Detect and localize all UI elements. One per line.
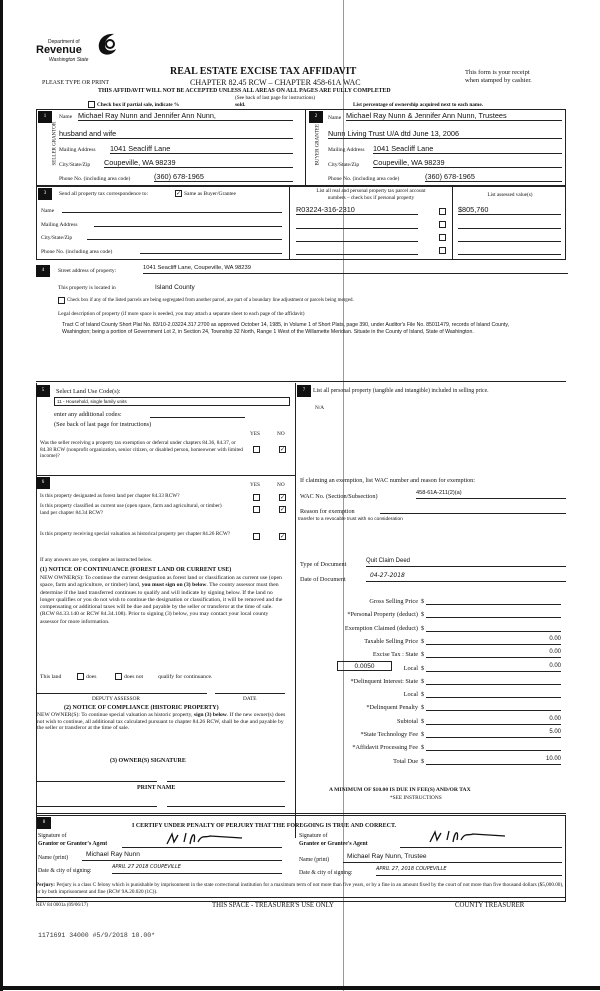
fee-value-field[interactable] — [426, 676, 561, 685]
grantee-date-field[interactable]: APRIL 27, 2018 COUPEVILLE — [376, 866, 562, 876]
fee-label: *State Technology Fee — [360, 731, 418, 738]
label: City/State/Zip — [41, 235, 73, 241]
grantee-name-field[interactable]: Michael Ray Nunn, Trustee — [343, 853, 562, 863]
correspondence-name-field[interactable] — [62, 205, 282, 213]
section-number: 4 — [36, 265, 50, 277]
does-not-checkbox[interactable] — [115, 673, 122, 680]
seller-city-field[interactable]: Coupeville, WA 98239 — [104, 158, 293, 168]
dollar-sign: $ — [421, 664, 425, 672]
text: Perjury: — [36, 882, 56, 888]
property-street-field[interactable]: 1041 Seacliff Lane, Coupeville, WA 98239 — [143, 265, 568, 274]
personal-property-checkbox[interactable] — [439, 221, 446, 228]
does-checkbox[interactable] — [77, 673, 84, 680]
chapter-text: CHAPTER 82.45 RCW – CHAPTER 458-61A WAC — [190, 78, 361, 87]
current-use-question: Is this property classified as current use (open space, farm and agricultural, or timber) land per chapter 84.34 RCW? — [40, 503, 222, 516]
logo-text: Revenue — [36, 44, 82, 56]
label: Mailing Address — [59, 147, 96, 153]
label: Phone No. (including area code) — [328, 176, 400, 182]
logo-text: Department of — [48, 39, 80, 45]
receipt-note: This form is your receipt — [465, 69, 530, 76]
document-date-field[interactable]: 04-27-2018 — [366, 572, 566, 582]
label: This property is located in — [58, 285, 116, 291]
parcel-number-field[interactable] — [296, 219, 418, 229]
dollar-sign: $ — [421, 677, 425, 685]
text: Perjury is a class C felony which is punishable by imprisonment in the state correctional institution for a maximum term of not more than five years, or by a fine in an amount fixed by the court of not more than five thousand dollars ($5,000.00), or by both imprisonment and fine (RCW 9A.20.020 (1C)). — [36, 882, 564, 895]
seller-name-line2[interactable]: husband and wife — [59, 129, 293, 139]
dollar-sign: $ — [421, 651, 425, 659]
label: City/State/Zip — [328, 162, 360, 168]
grantor-name-field[interactable]: Michael Ray Nunn — [82, 851, 282, 861]
dollar-sign: $ — [421, 757, 425, 765]
parcel-header: numbers – check box if personal property — [327, 195, 415, 201]
label: Select Land Use Code(s): — [56, 388, 121, 395]
section-number: 3 — [38, 188, 52, 200]
wac-number-field[interactable]: 458-61A-211(2)(a) — [416, 490, 566, 499]
print-name-line[interactable] — [167, 806, 285, 807]
fee-value-field[interactable] — [426, 623, 561, 632]
label: DATE — [243, 696, 257, 702]
no-header: NO — [277, 482, 285, 488]
fee-value-field[interactable]: 10.00 — [426, 756, 561, 765]
section-number: 6 — [36, 477, 50, 489]
additional-codes-field[interactable] — [150, 410, 245, 418]
label: Grantor or Grantor's Agent — [38, 841, 108, 847]
text: . If the new owner(s) does not wish to continue, all additional tax calculated pursuant to chapter 84.26 RCW, shall be due and payable by the seller or transferor at the time of sale. — [37, 712, 286, 731]
perjury-notice — [36, 882, 566, 896]
reason-field[interactable]: transfer to a revocable trust with no consideration — [298, 517, 403, 522]
fee-value-field[interactable] — [426, 742, 561, 751]
label: Date of Document — [300, 576, 346, 583]
dollar-sign: $ — [421, 704, 425, 712]
compliance-title: (2) NOTICE OF COMPLIANCE (HISTORIC PROPERTY) — [64, 705, 219, 711]
exemption-question: Was the seller receiving a property tax exemption or deferral under chapters 84.36, 84.37, or 84.38 RCW (nonprofit organization, senior citizen, or disabled person, homeowner with limited income)? — [40, 440, 243, 460]
label: does not — [124, 674, 144, 680]
please-type: PLEASE TYPE OR PRINT — [42, 80, 110, 86]
label: WAC No. (Section/Subsection) — [300, 493, 378, 500]
label: Same as Buyer/Grantee — [184, 191, 236, 197]
personal-property-label: List all personal property (tangible and intangible) included in selling price. — [313, 388, 489, 394]
same-as-buyer-checkbox[interactable]: ✓ — [176, 190, 182, 197]
owner-signature-line[interactable] — [37, 781, 157, 782]
instruction: If any answers are yes, complete as instructed below. — [40, 557, 153, 563]
section-number: 2 — [309, 111, 323, 123]
divider — [36, 897, 566, 898]
label: Check box if any of the listed parcels are being segregated from another parcel, are part of a boundary line adjustment or parcels being merged. — [67, 298, 354, 303]
label: Send all property tax correspondence to: — [59, 191, 149, 197]
label: (See back of last page for instructions) — [54, 421, 152, 428]
date-line[interactable] — [215, 693, 285, 694]
dollar-sign: $ — [421, 744, 425, 752]
section-number: 7 — [297, 385, 311, 397]
fee-label: Taxable Selling Price — [364, 637, 418, 645]
signature-icon — [425, 828, 515, 844]
buyer-city-field[interactable]: Coupeville, WA 98239 — [373, 158, 562, 168]
assessed-header: List assessed value(s) — [487, 192, 533, 198]
grantee-signature-field[interactable] — [400, 838, 562, 848]
label: Phone No. (including area code) — [59, 176, 131, 182]
label: Name (print) — [299, 857, 330, 863]
yes-header: YES — [250, 482, 261, 488]
parcel-number-field[interactable] — [296, 232, 418, 242]
yes-checkbox[interactable] — [253, 506, 260, 513]
county-value: Island County — [155, 284, 195, 291]
personal-property-value: N/A — [315, 405, 325, 411]
label: Mailing Address — [41, 222, 78, 228]
dollar-sign: $ — [421, 731, 425, 738]
label: Street address of property: — [58, 268, 117, 274]
partial-sale-checkbox[interactable] — [88, 101, 95, 108]
see-back-text: (See back of last page for instructions) — [235, 95, 316, 101]
personal-property-checkbox[interactable] — [439, 208, 446, 215]
seller-phone-field[interactable]: (360) 678-1965 — [154, 172, 293, 182]
label: This land — [40, 674, 62, 680]
label: Name — [328, 115, 342, 121]
warning-text: THIS AFFIDAVIT WILL NOT BE ACCEPTED UNLESS ALL AREAS ON ALL PAGES ARE FULLY COMPLETED — [98, 88, 391, 94]
divider — [289, 186, 290, 260]
text: NEW OWNER(S): To continue special valuation as historic property, — [37, 712, 193, 718]
parcel-header: List all real and personal property tax parcel account — [316, 188, 426, 194]
exemption-instruction: If claiming an exemption, list WAC number and reason for exemption: — [300, 477, 475, 484]
fee-label: *Delinquent Interest: State — [350, 677, 418, 685]
no-checkbox[interactable]: ✓ — [280, 533, 286, 540]
label: enter any additional codes: — [54, 411, 122, 418]
fee-value-field[interactable] — [426, 609, 561, 618]
buyer-phone-field[interactable]: (360) 678-1965 — [425, 172, 562, 182]
buyer-name-line2[interactable]: Nunn Living Trust U/A dtd June 13, 2006 — [328, 129, 562, 139]
seller-name-field[interactable]: Michael Ray Nunn and Jennifer Ann Nunn, — [78, 111, 293, 121]
assessed-value-field[interactable] — [458, 232, 561, 242]
owner-signature-line[interactable] — [167, 781, 285, 782]
label: Reason for exemption — [300, 508, 355, 515]
label: does — [86, 674, 97, 680]
left-edge — [0, 0, 3, 991]
no-checkbox[interactable]: ✓ — [280, 446, 286, 453]
print-name-line[interactable] — [37, 806, 157, 807]
label: Name — [59, 114, 73, 120]
label: Name — [41, 208, 55, 214]
parcel-number-field[interactable] — [296, 245, 418, 255]
historic-question: Is this property receiving special valuation as historical property per chapter 84.26 RCW? — [40, 531, 231, 537]
owner-signature-label: (3) OWNER(S) SIGNATURE — [110, 758, 186, 764]
parcel-number-field[interactable]: R03224-316-2310 — [296, 205, 418, 215]
section-number: 8 — [37, 817, 51, 829]
fee-label: *Personal Property (deduct) — [347, 611, 418, 619]
reason-line[interactable] — [380, 506, 566, 514]
label: Date & city of signing: — [38, 868, 92, 874]
label: Legal description of property (if more space is needed, you may attach a separate sheet to each page of the affidavit) — [58, 311, 305, 317]
yes-checkbox[interactable] — [253, 533, 260, 540]
personal-property-checkbox[interactable] — [439, 247, 446, 254]
fee-label: Local — [403, 691, 418, 699]
correspondence-city-field[interactable] — [87, 232, 282, 240]
divider — [305, 109, 306, 186]
treasurer-space-label: THIS SPACE - TREASURER'S USE ONLY — [212, 902, 334, 909]
dollar-sign: $ — [421, 611, 425, 619]
fee-value-field[interactable] — [426, 596, 561, 605]
text: you must sign on (3) below — [141, 582, 207, 589]
continuance-text — [40, 575, 288, 626]
label: City/State/Zip — [59, 162, 91, 168]
fee-value-field[interactable] — [426, 702, 561, 711]
yes-checkbox[interactable] — [253, 494, 260, 501]
personal-property-checkbox[interactable] — [439, 234, 446, 241]
land-use-code-select[interactable]: 11 - Household, single family units — [54, 397, 290, 406]
assessed-value-field[interactable] — [458, 219, 561, 229]
deputy-signature-line[interactable] — [37, 693, 207, 694]
fee-label: Total Due — [393, 757, 418, 765]
label: Signature of — [299, 833, 328, 839]
certification-text: I CERTIFY UNDER PENALTY OF PERJURY THAT THE FOREGOING IS TRUE AND CORRECT. — [132, 823, 397, 829]
segregation-checkbox[interactable] — [58, 297, 65, 304]
no-checkbox[interactable]: ✓ — [280, 494, 286, 501]
treasurer-stamp: 1171691 34000 #5/9/2018 10.00* — [38, 932, 156, 939]
dollar-sign: $ — [421, 598, 425, 605]
document-type-field[interactable]: Quit Claim Deed — [366, 558, 566, 567]
section-number: 1 — [38, 111, 52, 123]
form-revision: REV 84 0001a (09/06/17) — [36, 903, 88, 908]
fee-value-field[interactable]: 0.00 — [426, 649, 561, 658]
fee-value-field[interactable]: 0.00 — [426, 636, 561, 645]
yes-checkbox[interactable] — [253, 446, 260, 453]
fee-label: Exemption Claimed (deduct) — [344, 624, 418, 632]
divider — [36, 475, 295, 476]
print-name-label: PRINT NAME — [137, 785, 176, 791]
yes-header: YES — [250, 431, 261, 437]
fee-value-field[interactable]: 5.00 — [426, 729, 561, 738]
minimum-notice: A MINIMUM OF $10.00 IS DUE IN FEE(S) AND/OR TAX — [329, 787, 471, 793]
continuance-title: (1) NOTICE OF CONTINUANCE (FOREST LAND OR CURRENT USE) — [40, 567, 232, 573]
buyer-mailing-address[interactable]: 1041 Seacliff Lane — [373, 144, 562, 154]
seller-side-label: SELLER GRANTOR — [52, 121, 58, 166]
label: Date & city of signing: — [299, 870, 353, 876]
dollar-sign: $ — [421, 691, 425, 699]
local-rate-field[interactable]: 0.0050 — [337, 661, 392, 671]
fee-value-field[interactable]: 0.00 — [426, 716, 561, 725]
forest-land-question: Is this property designated as forest land per chapter 84.33 RCW? — [40, 493, 180, 499]
ownership-note: List percentage of ownership acquired next to each name. — [353, 102, 484, 108]
section-number: 5 — [36, 385, 50, 397]
fee-label: Local — [403, 664, 418, 672]
correspondence-phone-field[interactable] — [140, 246, 282, 254]
see-instructions: *SEE INSTRUCTIONS — [390, 795, 442, 801]
label: DEPUTY ASSESSOR — [92, 696, 140, 702]
buyer-name-field[interactable]: Michael Ray Nunn & Jennifer Ann Nunn, Trustees — [346, 111, 562, 121]
text: . The county assessor must then determine if the land transferred continues to qualify and will indicate by signing below. If the land no longer qualifies or you do not wish to continue the designation or classification, it will be removed and the compensating or additional taxes will be due and payable by the seller or transferor at the time of sale. (RCW 84.33.140 or RCW 84.34.108). Prior to signing (3) below, you may contact your local county assessor for more information. — [40, 582, 283, 625]
no-header: NO — [277, 431, 285, 437]
receipt-note: when stamped by cashier. — [465, 77, 532, 84]
buyer-side-label: BUYER GRANTEE — [315, 123, 321, 166]
dollar-sign: $ — [421, 637, 425, 645]
text: NEW OWNER(S): To continue the current designation as forest land or classification as current use (open space, farm and agriculture, or timber) land, — [40, 575, 282, 589]
form-title: REAL ESTATE EXCISE TAX AFFIDAVIT — [170, 66, 357, 77]
sold-label: sold. — [235, 102, 246, 108]
fee-label: *Affidavit Processing Fee — [352, 744, 418, 752]
label: qualify for continuance. — [158, 674, 213, 680]
divider — [36, 813, 566, 814]
fee-label: Excise Tax : State — [372, 651, 418, 659]
legal-description: Tract C of Island County Short Plat No. 83/10-2.03224.317.2700 as approved October 14, 1985, in Volume 1 of Short Plats, page 390, under Auditor's File No. 85011479, records of Island County, Washington; being a portion of Government Lot 2, in Section 24, Township 32 North, Range 1 West of the Willamette Meridian. Situate in the County of Island, State of Washington. — [62, 322, 510, 335]
text: sign (3) below — [193, 712, 227, 718]
county-treasurer-label: COUNTY TREASURER — [455, 902, 525, 909]
label: Grantee or Grantee's Agent — [299, 841, 368, 847]
assessed-value-field[interactable] — [458, 245, 561, 255]
compliance-text — [37, 712, 289, 732]
divider — [295, 383, 296, 838]
logo-text: Washington State — [49, 57, 89, 63]
label: Type of Document — [300, 561, 347, 568]
label: Signature of — [38, 833, 67, 839]
fee-label: *Delinquent Penalty — [366, 704, 418, 712]
fee-label: Gross Selling Price — [369, 598, 418, 605]
assessed-value-field[interactable]: $805,760 — [458, 205, 561, 215]
divider — [452, 186, 453, 260]
divider — [36, 383, 37, 838]
fee-label: Subtotal — [397, 717, 418, 725]
fee-value-field[interactable]: 0.00 — [426, 663, 561, 672]
grantor-date-field[interactable]: APRIL 27 2018 COUPEVILLE — [112, 864, 282, 874]
partial-sale-label: Check box if partial sale, indicate % — [97, 102, 180, 108]
fee-value-field[interactable] — [426, 689, 561, 698]
bottom-edge — [0, 986, 600, 990]
grantor-signature-field[interactable] — [122, 838, 282, 848]
signature-icon — [162, 830, 252, 846]
divider — [36, 381, 566, 382]
dollar-sign: $ — [421, 717, 425, 725]
logo-swirl-icon — [94, 31, 118, 57]
label: Phone No. (including area code) — [41, 249, 113, 255]
label: Mailing Address — [328, 147, 365, 153]
label: Name (print) — [38, 855, 69, 861]
dollar-sign: $ — [421, 624, 425, 632]
no-checkbox[interactable]: ✓ — [280, 506, 286, 513]
correspondence-mail-field[interactable] — [94, 219, 282, 227]
seller-mailing-address[interactable]: 1041 Seacliff Lane — [110, 144, 293, 154]
